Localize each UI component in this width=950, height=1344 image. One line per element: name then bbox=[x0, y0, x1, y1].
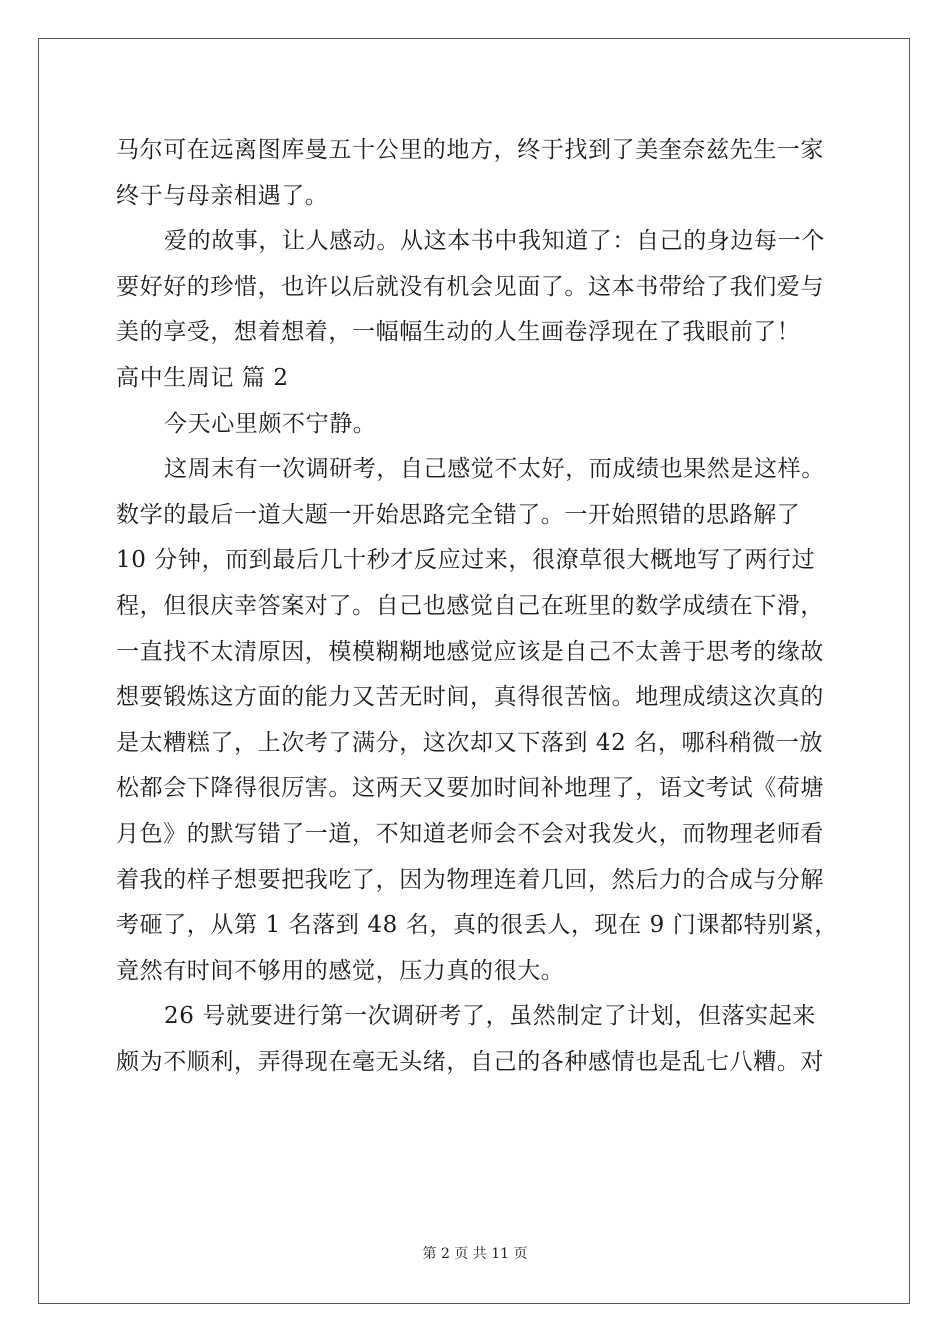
text-line: 程，但很庆幸答案对了。自己也感觉自己在班里的数学成绩在下滑， bbox=[116, 592, 824, 619]
text-line: 数学的最后一道大题一开始思路完全错了。一开始照错的思路解了 bbox=[116, 501, 801, 528]
text-line: 这周末有一次调研考，自己感觉不太好，而成绩也果然是这样。 bbox=[164, 456, 825, 483]
text-line: 10 分钟，而到最后几十秒才反应过来，很潦草很大概地写了两行过 bbox=[116, 547, 816, 574]
text-line: 想要锻炼这方面的能力又苦无时间，真得很苦恼。地理成绩这次真的 bbox=[116, 684, 824, 711]
document-body bbox=[116, 128, 836, 1085]
text-line: 竟然有时间不够用的感觉，压力真的很大。 bbox=[116, 957, 565, 984]
text-line: 爱的故事，让人感动。从这本书中我知道了：自己的身边每一个 bbox=[164, 228, 825, 255]
text-line: 月色》的默写错了一道，不知道老师会不会对我发火，而物理老师看 bbox=[116, 820, 824, 847]
text-line: 一直找不太清原因，模模糊糊地感觉应该是自己不太善于思考的缘故 bbox=[116, 638, 824, 665]
text-line: 今天心里颇不宁静。 bbox=[164, 410, 377, 437]
text-line: 马尔可在远离图库曼五十公里的地方，终于找到了美奎奈兹先生一家 bbox=[116, 137, 824, 163]
text-line: 着我的样子想要把我吃了，因为物理连着几回，然后力的合成与分解 bbox=[116, 866, 824, 893]
text-line: 要好好的珍惜，也许以后就没有机会见面了。这本书带给了我们爱与 bbox=[116, 273, 824, 300]
text-line: 终于与母亲相遇了。 bbox=[116, 182, 329, 209]
text-line: 颇为不顺利，弄得现在毫无头绪，自己的各种感情也是乱七八糟。对 bbox=[116, 1048, 824, 1075]
text-line: 考砸了，从第 1 名落到 48 名，真的很丢人，现在 9 门课都特别紧， bbox=[116, 912, 838, 939]
section-heading: 高中生周记 篇 2 bbox=[116, 364, 289, 391]
text-line: 26 号就要进行第一次调研考了，虽然制定了计划，但落实起来 bbox=[164, 1003, 816, 1030]
page-footer: 第 2 页 共 11 页 bbox=[422, 1246, 528, 1262]
text-line: 松都会下降得很厉害。这两天又要加时间补地理了，语文考试《荷塘 bbox=[116, 775, 824, 802]
text-line: 美的享受，想着想着，一幅幅生动的人生画卷浮现在了我眼前了！ bbox=[116, 319, 801, 346]
text-line: 是太糟糕了，上次考了满分，这次却又下落到 42 名，哪科稍微一放 bbox=[116, 729, 824, 756]
